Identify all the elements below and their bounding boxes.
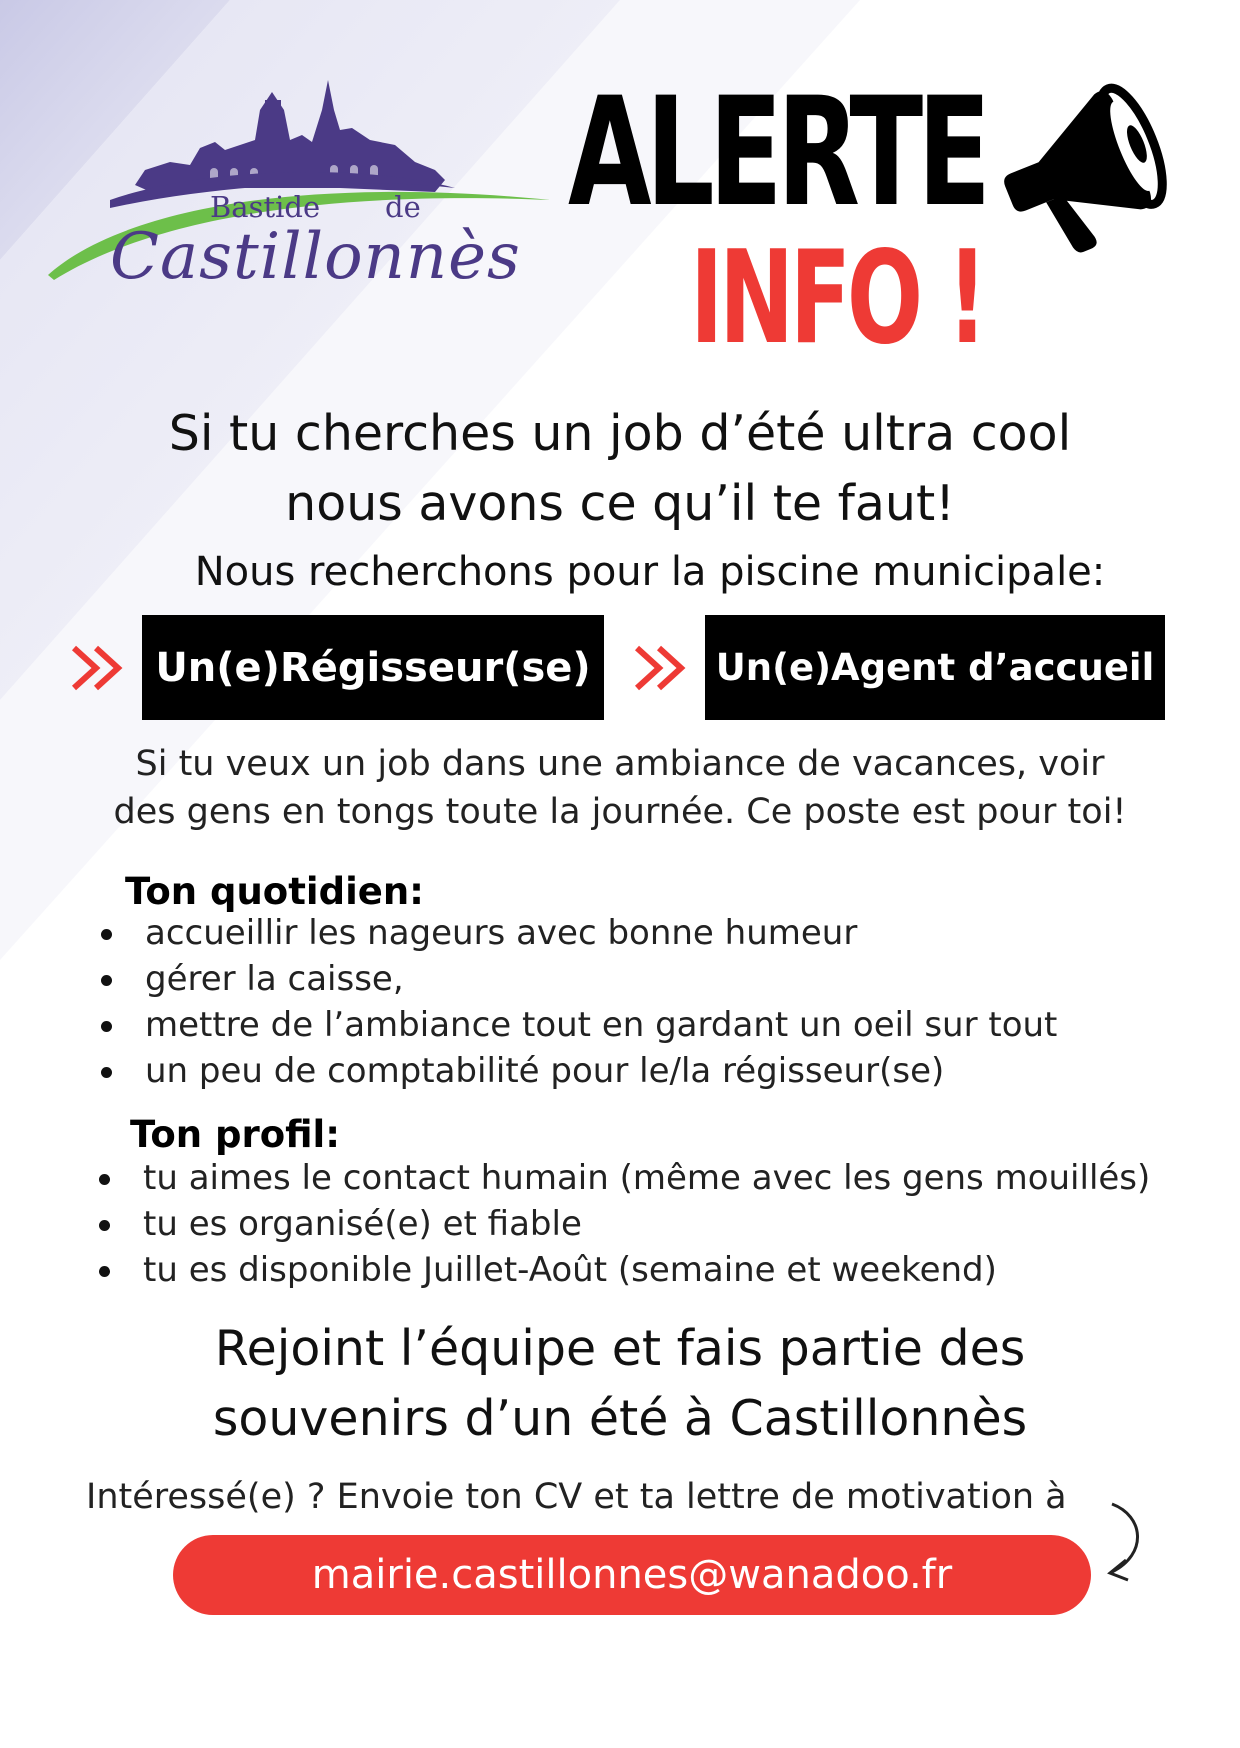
chevron-right-icon <box>70 642 132 694</box>
list-item: gérer la caisse, <box>145 956 1057 1002</box>
logo-text-de: de <box>385 190 421 224</box>
profil-title: Ton profil: <box>130 1113 341 1156</box>
intro-line-2: nous avons ce qu’il te faut! <box>285 475 955 532</box>
logo-text-bastide: Bastide <box>210 190 321 224</box>
headline-info-text: INFO <box>690 224 919 373</box>
headline-alerte: ALERTE <box>568 66 986 240</box>
list-item: accueillir les nageurs avec bonne humeur <box>145 910 1057 956</box>
list-item: un peu de comptabilité pour le/la régisseur(se) <box>145 1048 1057 1094</box>
join-line-1: Rejoint l’équipe et fais partie des <box>214 1320 1026 1377</box>
list-item: mettre de l’ambiance tout en gardant un oeil sur tout <box>145 1002 1057 1048</box>
join-line-2: souvenirs d’un été à Castillonnès <box>212 1390 1028 1447</box>
headline-exclaim: ! <box>946 224 984 373</box>
megaphone-icon <box>995 75 1175 255</box>
list-item: tu es disponible Juillet-Août (semaine et weekend) <box>143 1247 1150 1293</box>
quotidien-title: Ton quotidien: <box>125 870 424 913</box>
search-statement: Nous recherchons pour la piscine municipale: <box>194 549 1106 595</box>
profil-list <box>143 1155 1150 1293</box>
email-link[interactable]: mairie.castillonnes@wanadoo.fr <box>173 1535 1091 1615</box>
chevron-right-icon <box>633 642 695 694</box>
contact-text: Intéressé(e) ? Envoie ton CV et ta lettre de motivation à <box>86 1477 1067 1517</box>
role-agent-accueil: Un(e)Agent d’accueil <box>705 615 1165 720</box>
list-item: tu es organisé(e) et fiable <box>143 1201 1150 1247</box>
description-line-1: Si tu veux un job dans une ambiance de vacances, voir <box>135 744 1105 784</box>
quotidien-list <box>145 910 1057 1094</box>
headline-info <box>690 224 984 373</box>
role-regisseur: Un(e)Régisseur(se) <box>142 615 604 720</box>
list-item: tu aimes le contact humain (même avec les gens mouillés) <box>143 1155 1150 1201</box>
description-line-2: des gens en tongs toute la journée. Ce poste est pour toi! <box>113 792 1127 832</box>
logo-text-name: Castillonnès <box>110 220 521 294</box>
intro-line-1: Si tu cherches un job d’été ultra cool <box>168 405 1072 462</box>
curved-arrow-icon <box>1098 1498 1158 1588</box>
castillonnes-logo <box>40 70 560 300</box>
